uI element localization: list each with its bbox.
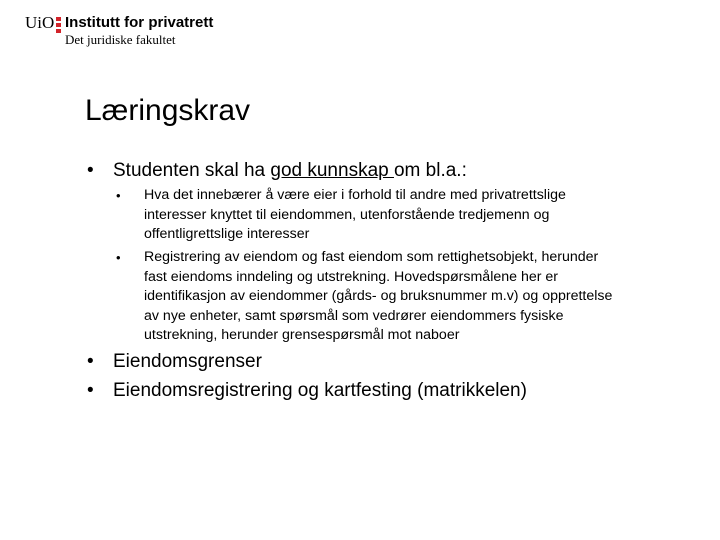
sub-bullet-icon: •: [116, 250, 121, 265]
main-bullet-eiendomsregistrering: Eiendomsregistrering og kartfesting (matrikkelen): [113, 380, 527, 401]
sub-line: identifikasjon av eiendommer (gårds- og bruksnummer m.v) og opprettelse: [144, 288, 613, 304]
sub-line: offentligrettslige interesser: [144, 226, 310, 242]
slide-title: Læringskrav: [85, 94, 251, 127]
main-bullet-eiendomsgrenser: Eiendomsgrenser: [113, 351, 262, 372]
sub-bullet-icon: •: [116, 188, 121, 203]
bullet-icon: •: [87, 160, 94, 181]
uio-dots-icon: [56, 17, 61, 35]
sub-line: utstrekning, herunder grensespørsmål mot naboer: [144, 327, 460, 343]
institute-name: Institutt for privatrett: [65, 14, 214, 31]
sub-line: Registrering av eiendom og fast eiendom som rettighetsobjekt, herunder: [144, 249, 599, 265]
main-bullet-intro: [113, 160, 467, 182]
sub-bullet-2: [144, 248, 612, 346]
intro-text: Studenten skal ha: [113, 160, 271, 181]
uio-logo-text: UiO: [25, 13, 55, 32]
sub-bullet-1: [144, 186, 566, 245]
bullet-icon: •: [87, 380, 94, 401]
intro-underlined: god kunnskap: [270, 160, 394, 181]
faculty-name: Det juridiske fakultet: [65, 32, 176, 47]
sub-line: Hva det innebærer å være eier i forhold til andre med privatrettslige: [144, 187, 566, 203]
bullet-icon: •: [87, 351, 94, 372]
intro-text-end: om bl.a.:: [393, 160, 467, 181]
sub-line: fast eiendoms inndeling og utstrekning. Hovedspørsmålene her er: [144, 268, 559, 285]
sub-line: av nye enheter, samt spørsmål som vedrører eiendommers fysiske: [144, 307, 564, 324]
sub-line: interesser knyttet til eiendommen, utenforstående tredjemenn og: [144, 206, 550, 223]
